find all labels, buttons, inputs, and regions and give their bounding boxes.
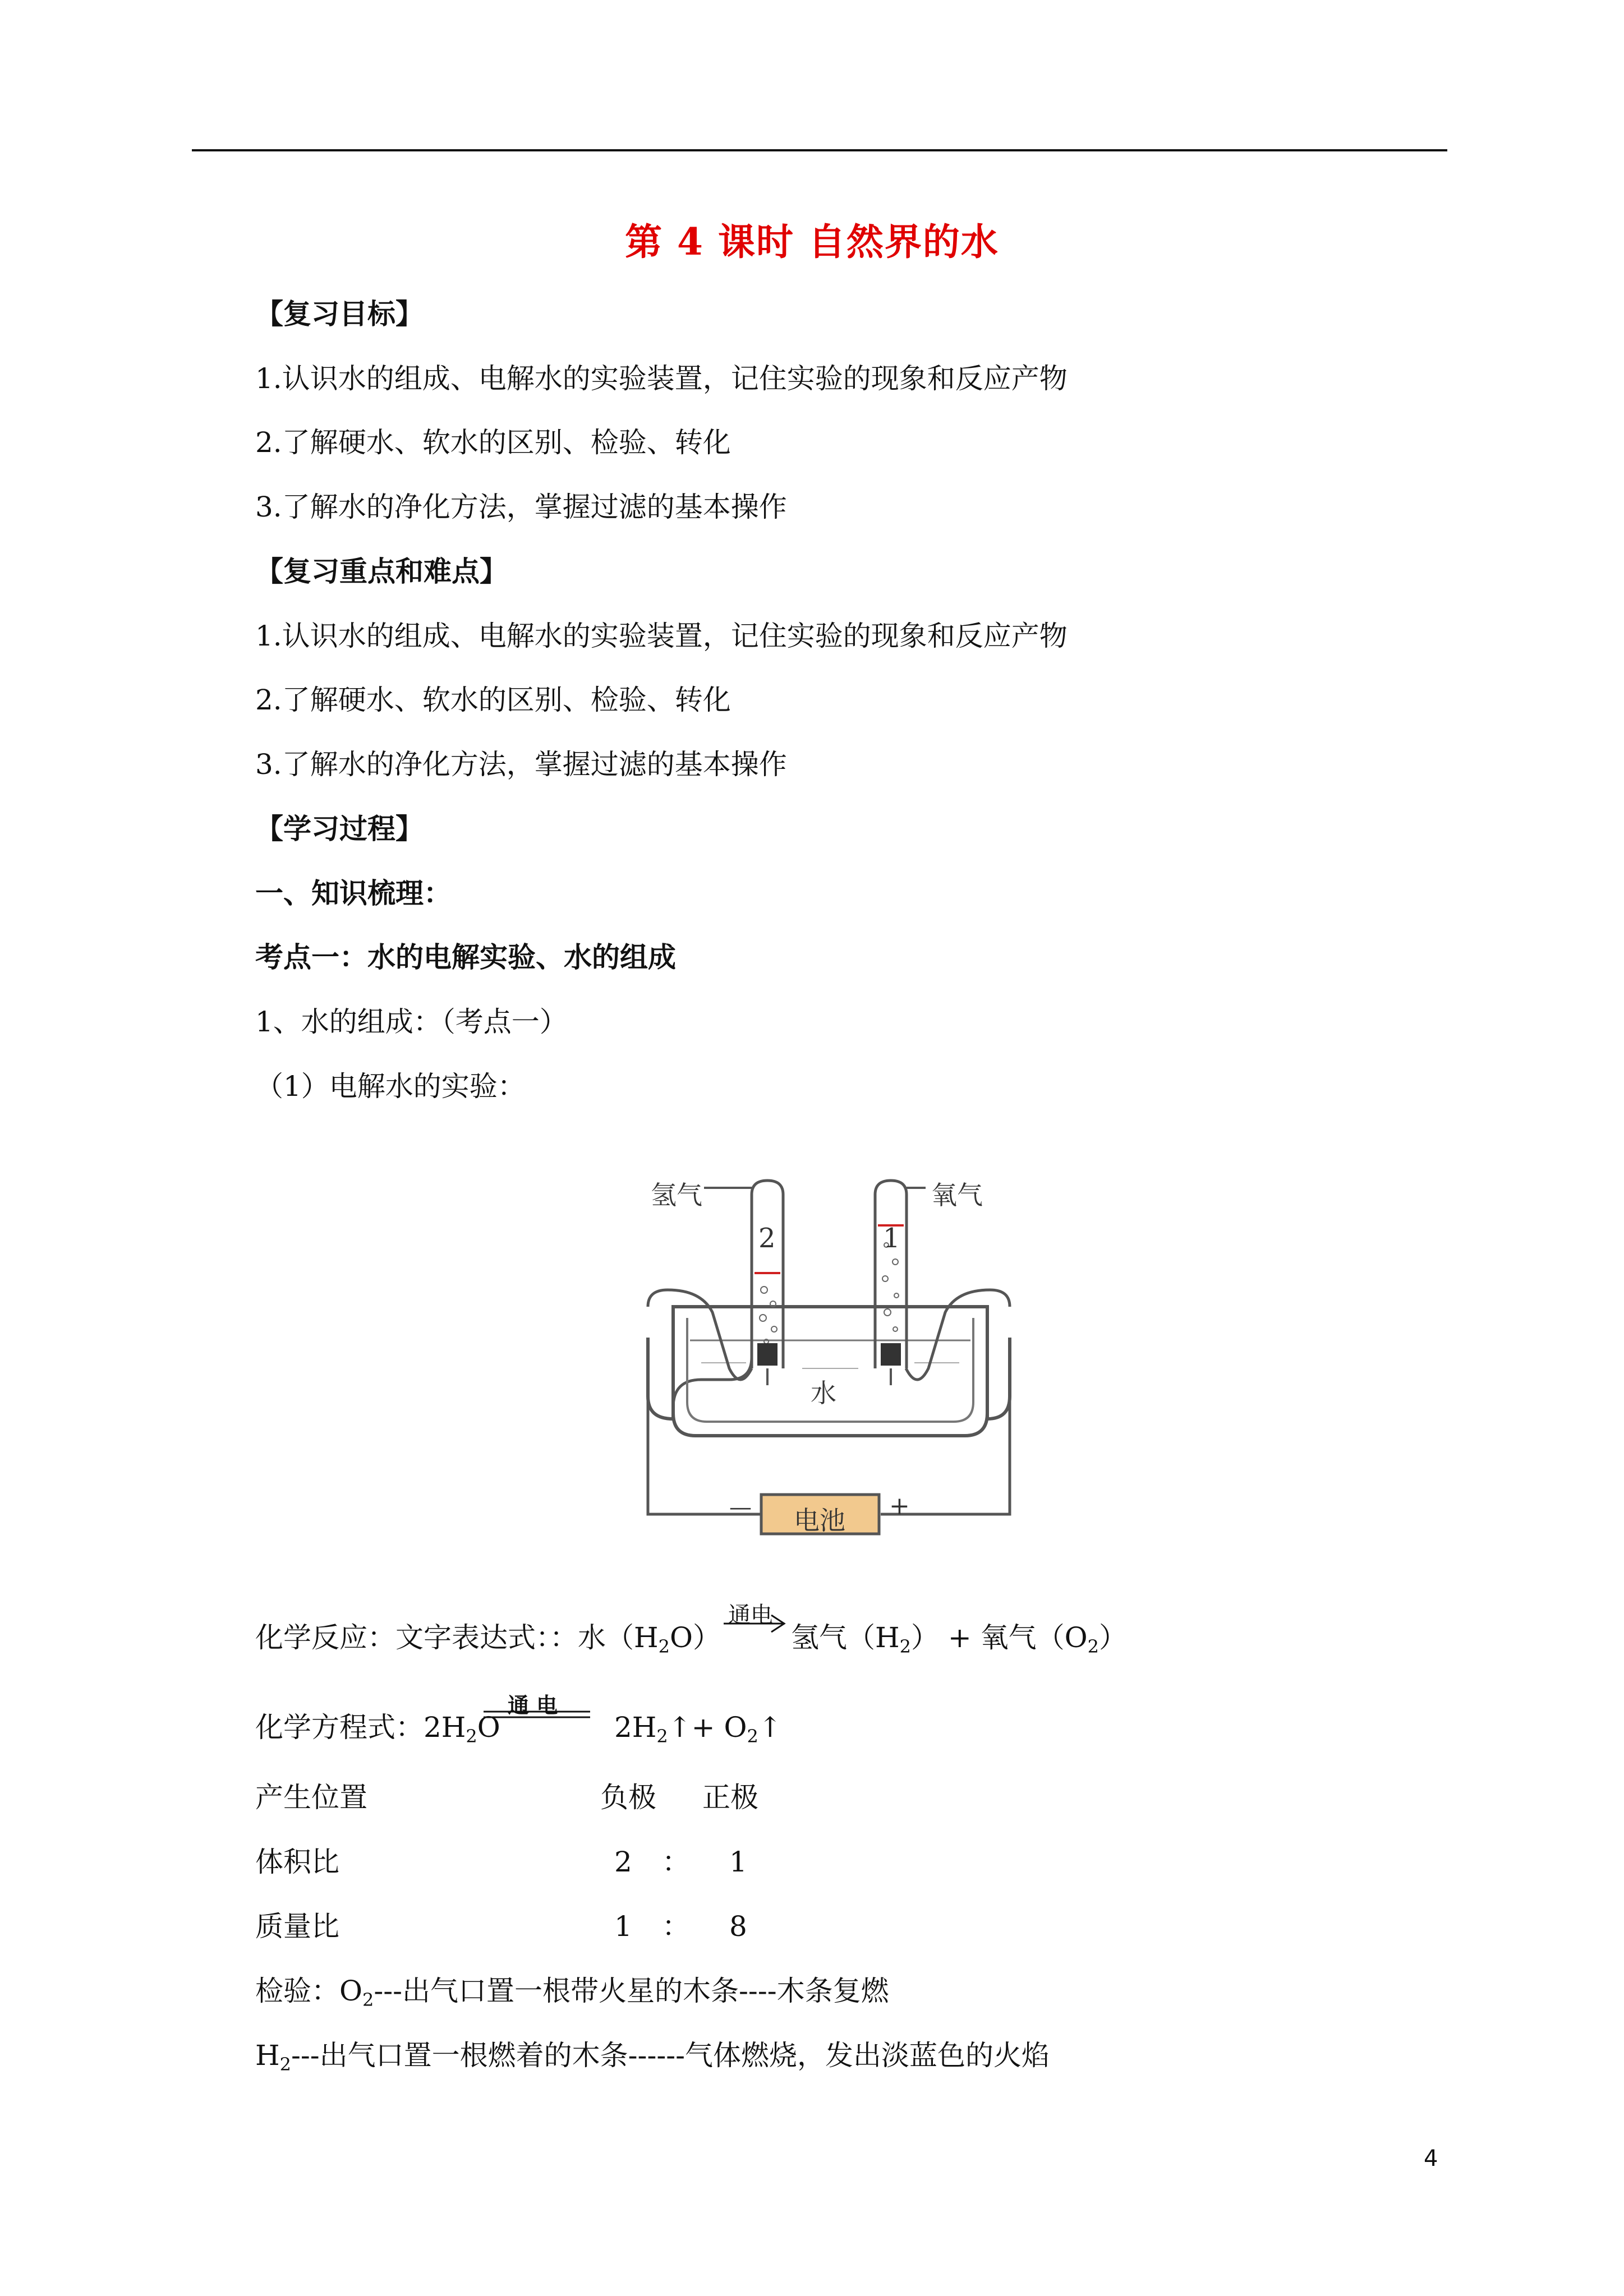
right-electrode xyxy=(881,1343,901,1366)
page-number: 4 xyxy=(1424,2146,1438,2171)
tube-number-right: 1 xyxy=(883,1223,900,1254)
goal-item: 2.了解硬水、软水的区别、检验、转化 xyxy=(255,426,731,459)
key-item: 3.了解水的净化方法，掌握过滤的基本操作 xyxy=(255,748,787,781)
table-cell: 负极 xyxy=(600,1781,656,1814)
word-product-hydrogen-end: ） xyxy=(910,1621,939,1654)
subscript: 2 xyxy=(747,1726,758,1747)
label-plus: + xyxy=(889,1492,910,1520)
test-hydrogen-text: ---出气口置一根燃着的木条------气体燃烧，发出淡蓝色的火焰 xyxy=(291,2039,1050,2072)
table-row-label: 体积比 xyxy=(255,1846,339,1878)
word-equation-products xyxy=(791,1621,1128,1657)
part1-heading: 一、知识梳理： xyxy=(255,877,452,910)
left-electrode xyxy=(757,1343,778,1366)
test-hydrogen-prefix: H xyxy=(255,2039,280,2072)
left-bubbles xyxy=(760,1287,777,1344)
subscript: 2 xyxy=(1087,1636,1099,1657)
chemical-equation xyxy=(255,1713,500,1745)
equation-prefix: 化学方程式：2H xyxy=(255,1711,466,1744)
subscript: 2 xyxy=(362,1989,374,2011)
process-heading: 【学习过程】 xyxy=(255,812,424,845)
table-separator: ： xyxy=(662,1910,690,1943)
subscript: 2 xyxy=(656,1726,668,1747)
word-product-hydrogen: 氢气（H xyxy=(791,1621,900,1654)
equation-h2: 2H xyxy=(614,1711,657,1744)
word-equation-condition: 通电 xyxy=(728,1602,773,1628)
item1-1: （1）电解水的实验： xyxy=(255,1070,526,1103)
table-cell: 2 xyxy=(614,1846,632,1878)
test-oxygen xyxy=(255,1977,889,2009)
word-equation xyxy=(255,1621,721,1657)
label-hydrogen: 氢气 xyxy=(651,1180,702,1210)
goals-heading: 【复习目标】 xyxy=(255,297,424,330)
table-cell: 8 xyxy=(729,1910,747,1943)
table-row-label: 产生位置 xyxy=(255,1781,367,1814)
test-oxygen-text: ---出气口置一根带火星的木条----木条复燃 xyxy=(374,1975,889,2007)
tube-number-left: 2 xyxy=(758,1223,776,1254)
right-siphon xyxy=(906,1290,1010,1380)
subscript: 2 xyxy=(899,1636,911,1657)
page-title: 第 4 课时 自然界的水 xyxy=(625,220,999,264)
table-cell: 1 xyxy=(729,1846,747,1878)
key-item: 2.了解硬水、软水的区别、检验、转化 xyxy=(255,684,731,716)
word-product-oxygen-end: ） xyxy=(1099,1621,1128,1654)
right-bubbles xyxy=(882,1243,899,1331)
goal-item: 3.了解水的净化方法，掌握过滤的基本操作 xyxy=(255,491,787,523)
table-cell: 正极 xyxy=(702,1781,758,1814)
left-siphon xyxy=(648,1290,752,1380)
label-minus: — xyxy=(729,1495,752,1520)
label-battery: 电池 xyxy=(794,1505,845,1536)
equation-mid: ↑+ O xyxy=(668,1711,747,1744)
item1: 1、水的组成：（考点一） xyxy=(255,1006,568,1038)
subscript: 2 xyxy=(658,1636,670,1657)
keys-heading: 【复习重点和难点】 xyxy=(255,555,508,588)
test-oxygen-prefix: 检验：O xyxy=(255,1975,362,2007)
test-hydrogen xyxy=(255,2041,1050,2073)
word-equation-water-end: O） xyxy=(669,1621,721,1654)
subscript: 2 xyxy=(466,1726,477,1747)
label-oxygen: 氧气 xyxy=(931,1180,983,1210)
word-equation-prefix: 化学反应：文字表达式：：水（H xyxy=(255,1621,659,1654)
equation-water-end: O xyxy=(477,1711,500,1744)
label-water: 水 xyxy=(811,1378,836,1408)
table-separator: ： xyxy=(662,1846,690,1878)
subscript: 2 xyxy=(279,2054,291,2075)
word-product-oxygen: + 氧气（O xyxy=(947,1621,1088,1654)
table-row-label: 质量比 xyxy=(255,1910,339,1943)
equation-end: ↑ xyxy=(758,1711,782,1744)
kaodian1-heading: 考点一：水的电解实验、水的组成 xyxy=(255,940,676,974)
goal-item: 1.认识水的组成、电解水的实验装置，记住实验的现象和反应产物 xyxy=(255,362,1068,395)
table-cell: 1 xyxy=(614,1910,632,1943)
wire-negative xyxy=(648,1338,760,1514)
equation-condition: 通 电 xyxy=(508,1693,558,1718)
key-item: 1.认识水的组成、电解水的实验装置，记住实验的现象和反应产物 xyxy=(255,620,1068,652)
equation-products xyxy=(614,1713,782,1745)
